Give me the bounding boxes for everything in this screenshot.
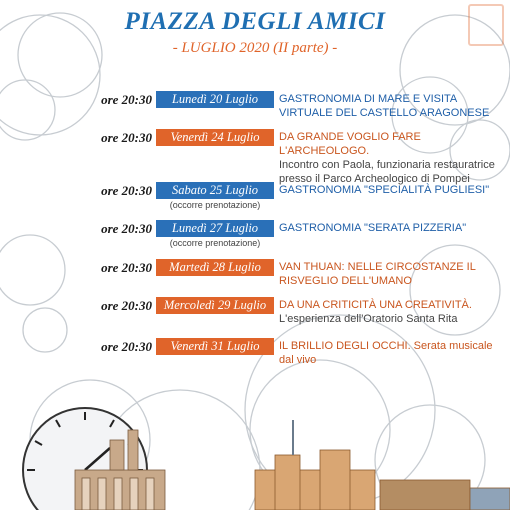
event-date: Venerdì 24 Luglio [156,129,274,146]
event-description: GASTRONOMIA "SPECIALITÀ PUGLIESI" [279,184,490,196]
page-title: PIAZZA DEGLI AMICI [124,8,386,35]
event-time: ore 20:30 [101,260,152,275]
event-description: DA GRANDE VOGLIO FARE L'ARCHEOLOGO. Incontro con Paola, funzionaria restauratrice presso il Parco Archeologico di Pompei [279,131,495,185]
event-date: Lunedì 27 Luglio [156,220,274,237]
event-time: ore 20:30 [101,92,152,107]
event-description: DA UNA CRITICITÀ UNA CREATIVITÀ. L'esperienza dell'Oratorio Santa Rita [279,299,472,325]
event-date: Martedì 28 Luglio [156,259,274,276]
event-time: ore 20:30 [101,130,152,145]
event-time: ore 20:30 [101,339,152,354]
event-date: Venerdì 31 Luglio [156,338,274,355]
event-date: Mercoledì 29 Luglio [156,297,274,314]
event-note: (occorre prenotazione) [169,200,261,210]
event-description: GASTRONOMIA DI MARE E VISITA VIRTUALE DEL CASTELLO ARAGONESE [279,93,490,119]
event-description: GASTRONOMIA "SERATA PIZZERIA" [279,222,467,234]
page-subtitle: - LUGLIO 2020 (II parte) - [172,40,338,56]
event-description: IL BRILLIO DEGLI OCCHI. Serata musicale dal vivo [279,340,493,366]
event-date: Sabato 25 Luglio [156,182,274,199]
event-time: ore 20:30 [101,183,152,198]
event-date: Lunedì 20 Luglio [156,91,274,108]
event-note: (occorre prenotazione) [169,238,261,248]
event-time: ore 20:30 [101,298,152,313]
event-description: VAN THUAN: NELLE CIRCOSTANZE IL RISVEGLIO DELL'UMANO [279,261,476,287]
event-time: ore 20:30 [101,221,152,236]
